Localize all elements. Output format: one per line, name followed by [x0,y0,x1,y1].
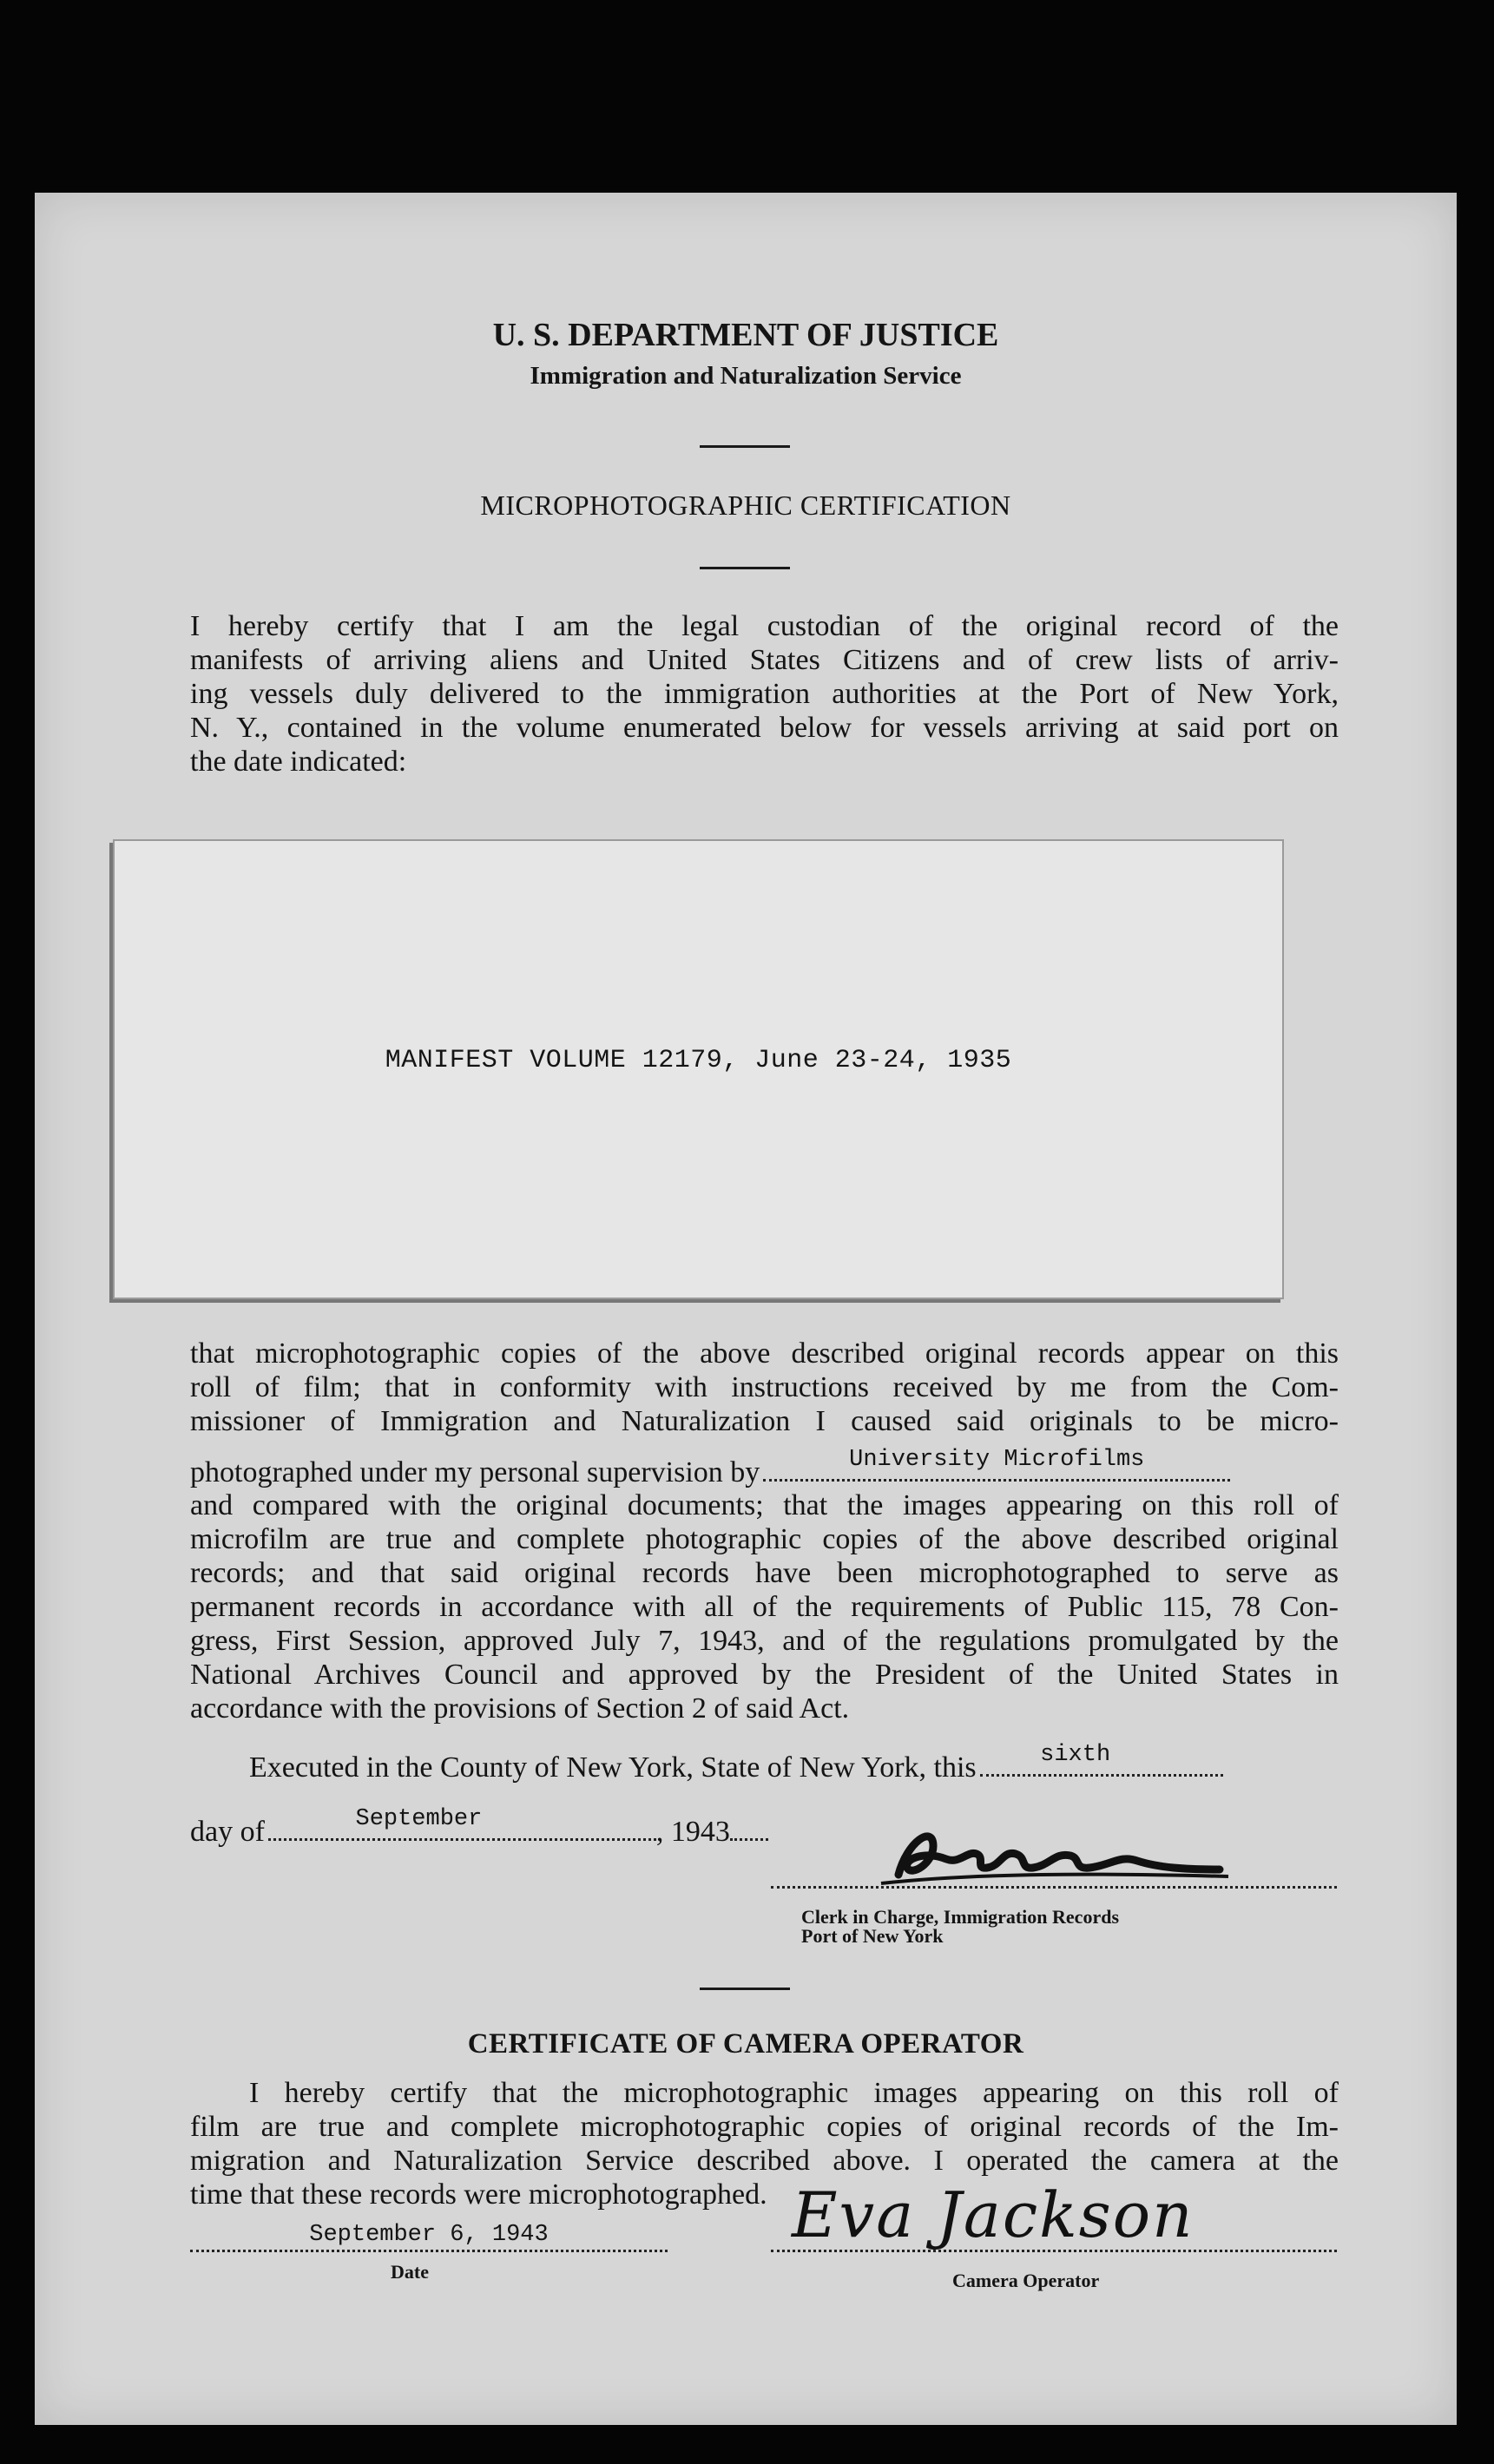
clerk-title-line2: Port of New York [801,1925,944,1947]
service-subheading: Immigration and Naturalization Service [530,362,962,390]
supervision-line [190,1447,1339,1489]
body-line: and compared with the original documents; that the images appearing on this roll of [190,1489,1339,1521]
camera-certificate-heading: CERTIFICATE OF CAMERA OPERATOR [467,2028,1024,2060]
camera-line: film are true and complete microphotographic copies of original records of the Im- [190,2111,1339,2143]
day-of-line [190,1806,768,1849]
certificate-sheet [35,193,1457,2425]
clerk-title-line1: Clerk in Charge, Immigration Records [801,1906,1120,1928]
date-field [190,2224,668,2252]
body-line: missioner of Immigration and Naturalization I caused said originals to be micro- [190,1405,1339,1437]
date-value: September 6, 1943 [309,2222,549,2248]
intro-paragraph [190,609,1339,779]
body-paragraph [190,1337,1339,1438]
camera-divider [700,1988,790,1990]
intro-line: I hereby certify that I am the legal custodian of the original record of the [190,610,1339,642]
date-label: Date [391,2261,429,2283]
executed-day-value: sixth [1040,1742,1111,1768]
camera-operator-label: Camera Operator [952,2270,1100,2291]
supervision-prefix: photographed under my personal supervision by [190,1456,760,1488]
body-line: that microphotographic copies of the above described original records appear on this [190,1337,1339,1370]
manifest-insert-card [113,839,1284,1299]
clerk-signature [872,1816,1237,1902]
body-line: accordance with the provisions of Section 2 of said Act. [190,1692,850,1725]
body-line: permanent records in accordance with all of the requirements of Public 115, 78 Con- [190,1591,1339,1623]
intro-line: ing vessels duly delivered to the immigration authorities at the Port of New York, [190,678,1339,710]
title-divider [700,567,790,569]
intro-line: manifests of arriving aliens and United States Citizens and of crew lists of arriv- [190,644,1339,676]
year-text: , 1943 [655,1816,730,1848]
executed-day-field [980,1742,1223,1777]
manifest-volume-label: MANIFEST VOLUME 12179, June 23-24, 1935 [385,1046,1012,1075]
month-value: September [355,1806,483,1832]
intro-line: the date indicated: [190,746,407,778]
month-field [268,1806,656,1841]
body-line: microfilm are true and complete photographic copies of the above described original [190,1523,1339,1555]
day-of-prefix: day of [190,1816,265,1848]
year-trailing-dots [730,1812,768,1841]
intro-line: N. Y., contained in the volume enumerated below for vessels arriving at said port on [190,712,1339,744]
body-paragraph-continued [190,1488,1339,1725]
body-line: gress, First Session, approved July 7, 1943, and of the regulations promulgated by the [190,1625,1339,1657]
executed-line [249,1742,1339,1784]
certification-title: MICROPHOTOGRAPHIC CERTIFICATION [480,490,1011,521]
executed-prefix: Executed in the County of New York, State of New York, this [249,1751,977,1784]
camera-line: migration and Naturalization Service described above. I operated the camera at the [190,2145,1339,2177]
supervisor-field [763,1447,1230,1482]
supervisor-value: University Microfilms [849,1447,1145,1473]
body-line: roll of film; that in conformity with instructions received by me from the Com- [190,1371,1339,1403]
operator-signature: Eva Jackson [792,2178,1195,2251]
body-line: records; and that said original records have been microphotographed to serve as [190,1557,1339,1589]
header-divider [700,445,790,448]
department-heading: U. S. DEPARTMENT OF JUSTICE [492,317,999,353]
body-line: National Archives Council and approved by the President of the United States in [190,1659,1339,1691]
camera-line: time that these records were microphotographed. [190,2178,767,2211]
camera-line: I hereby certify that the microphotographic images appearing on this roll of [249,2077,1339,2109]
